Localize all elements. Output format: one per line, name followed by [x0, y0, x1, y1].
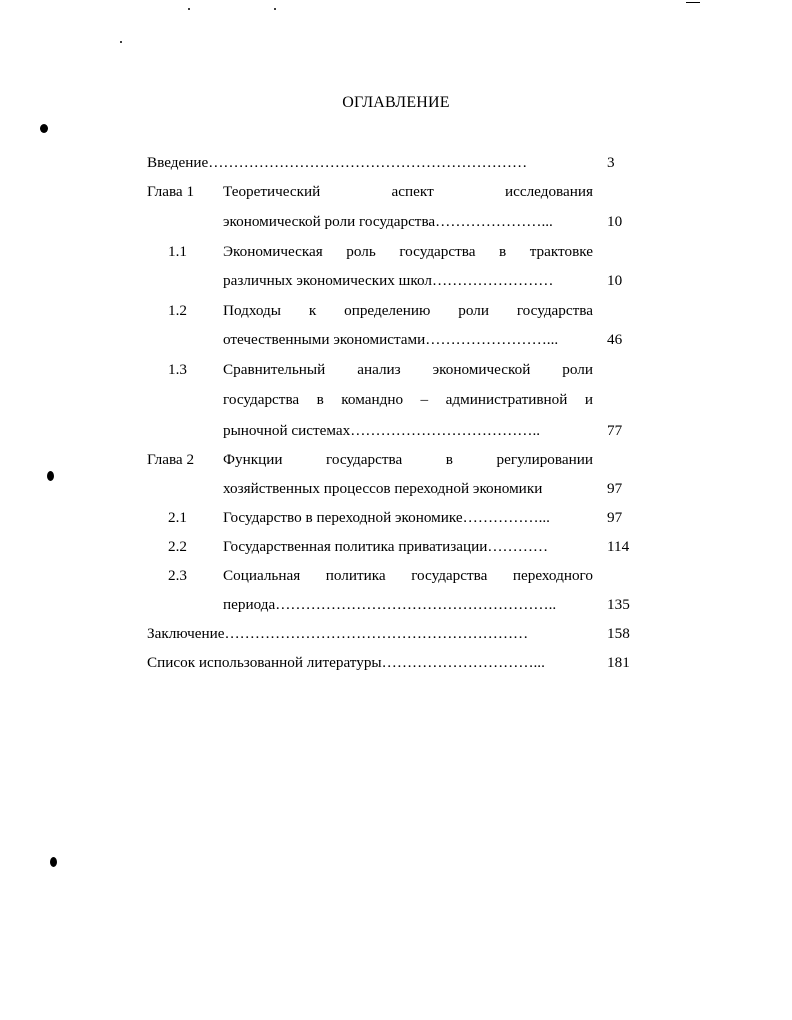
toc-entry-text: Сравнительный анализ экономической роли: [223, 361, 593, 378]
toc-entry-label: 1.3: [168, 361, 187, 378]
toc-entry-text: Подходы к определению роли государства: [223, 302, 593, 319]
toc-entry-text: Заключение……………………………………………………: [147, 625, 529, 642]
toc-page-number: 97: [607, 480, 623, 497]
page-title: ОГЛАВЛЕНИЕ: [342, 94, 450, 111]
toc-entry-chapter-2[interactable]: [147, 445, 635, 474]
toc-page-number: 97: [607, 509, 623, 526]
scan-speck: [47, 471, 54, 481]
scan-speck: [686, 2, 700, 3]
toc-entry-text: хозяйственных процессов переходной экономики: [223, 480, 543, 497]
scan-speck: [274, 8, 276, 10]
scan-speck: [120, 41, 122, 43]
toc-entry-chapter-2-continued[interactable]: [147, 474, 635, 503]
toc-entry-text: периода………………………………………………..: [223, 596, 557, 613]
toc-entry-text: Введение………………………………………………………: [147, 154, 528, 171]
toc-entry-section-2-1[interactable]: [147, 503, 635, 532]
toc-entry-section-1-1[interactable]: [147, 237, 635, 266]
toc-entry-text: Список использованной литературы…………………………...: [147, 654, 545, 671]
toc-entry-text: Экономическая роль государства в трактовке: [223, 243, 593, 260]
toc-entry-text: Теоретический аспект исследования: [223, 183, 593, 200]
toc-entry-section-2-3-continued[interactable]: [147, 590, 635, 619]
toc-entry-text: отечественными экономистами……………………...: [223, 331, 559, 348]
toc-entry-conclusion[interactable]: [147, 619, 635, 648]
toc-entry-text: государства в командно – административной и: [223, 391, 593, 408]
toc-entry-chapter-1[interactable]: [147, 177, 635, 206]
toc-page-number: 158: [607, 625, 630, 642]
toc-page-number: 10: [607, 213, 623, 230]
scan-speck: [50, 857, 57, 867]
toc-entry-text: Государственная политика приватизации…………: [223, 538, 549, 555]
toc-entry-text: Государство в переходной экономике……………...: [223, 509, 550, 526]
toc-page-number: 3: [607, 154, 615, 171]
toc-entry-text: различных экономических школ……………………: [223, 272, 554, 289]
toc-entry-text: Социальная политика государства переходного: [223, 567, 593, 584]
toc-page-number: 46: [607, 331, 623, 348]
toc-entry-label: 1.2: [168, 302, 187, 319]
toc-entry-section-1-3[interactable]: [147, 355, 635, 384]
toc-entry-bibliography[interactable]: [147, 648, 635, 677]
toc-entry-section-1-1-continued[interactable]: [147, 266, 635, 295]
toc-entry-label: 2.1: [168, 509, 187, 526]
toc-entry-section-1-2-continued[interactable]: [147, 325, 635, 354]
toc-entry-label: Глава 1: [147, 183, 195, 200]
toc-entry-text: рыночной системах………………………………..: [223, 422, 541, 439]
toc-entry-section-1-2[interactable]: [147, 296, 635, 325]
toc-entry-label: 1.1: [168, 243, 187, 260]
toc-entry-chapter-1-continued[interactable]: [147, 207, 635, 236]
toc-entry-text: экономической роли государства…………………...: [223, 213, 553, 230]
toc-entry-label: Глава 2: [147, 451, 195, 468]
toc-entry-section-2-2[interactable]: [147, 532, 635, 561]
toc-page-number: 181: [607, 654, 630, 671]
toc-entry-section-2-3[interactable]: [147, 561, 635, 590]
toc-entry-label: 2.2: [168, 538, 187, 555]
scan-speck: [40, 124, 48, 133]
toc-page-number: 10: [607, 272, 623, 289]
toc-page-number: 135: [607, 596, 630, 613]
scan-speck: [188, 8, 190, 10]
toc-entry-label: 2.3: [168, 567, 187, 584]
toc-page-number: 114: [607, 538, 630, 555]
toc-entry-section-1-3-continued[interactable]: [147, 385, 635, 414]
toc-entry-introduction[interactable]: [147, 148, 635, 177]
toc-entry-section-1-3-continued-2[interactable]: [147, 416, 635, 445]
toc-entry-text: Функции государства в регулировании: [223, 451, 593, 468]
toc-page-number: 77: [607, 422, 623, 439]
